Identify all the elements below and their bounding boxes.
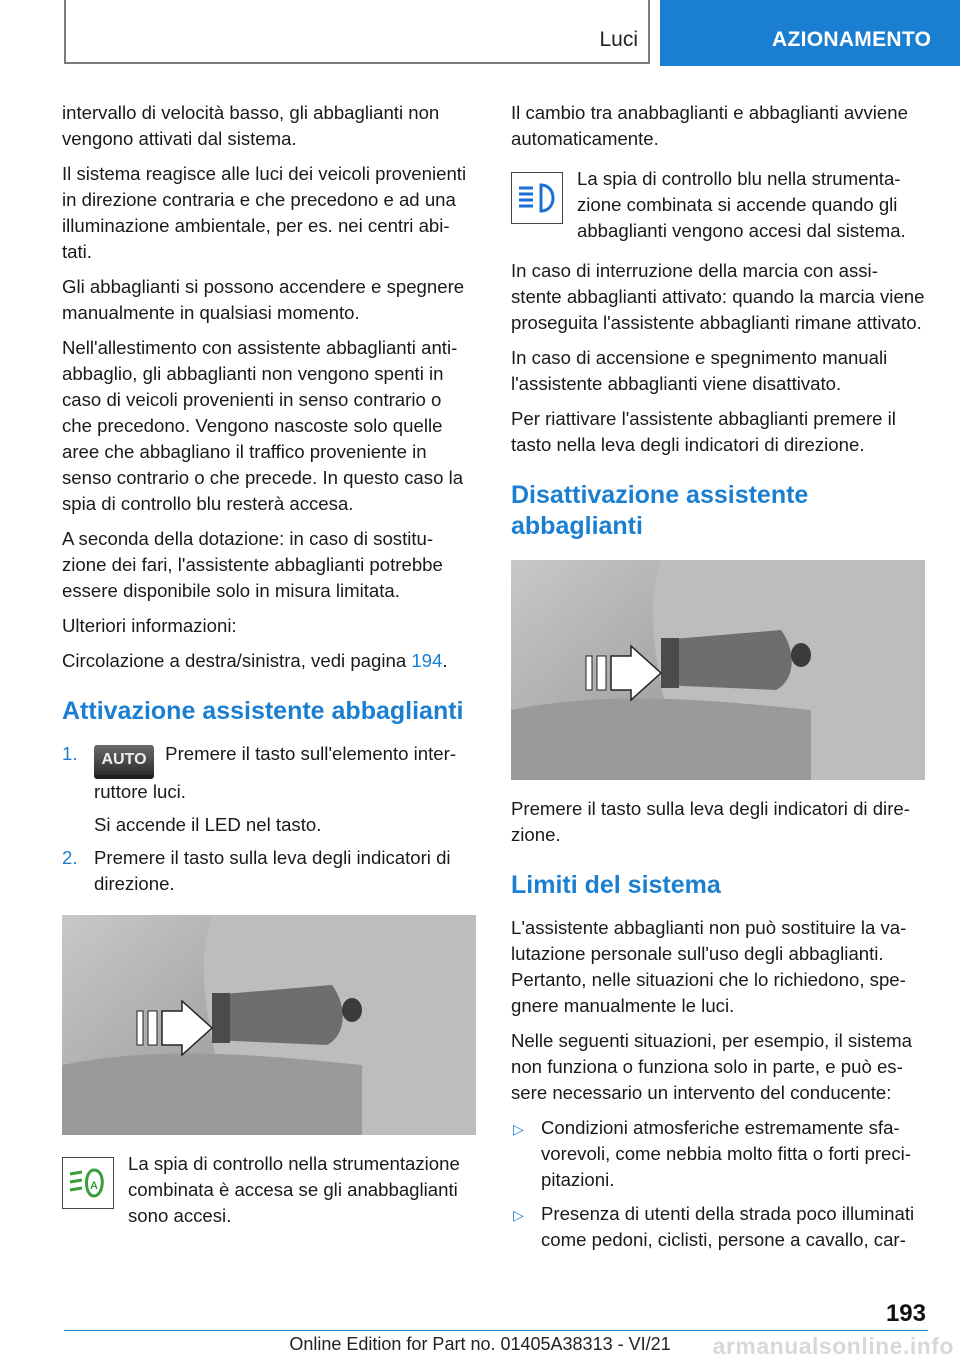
triangle-bullet-icon: ▷	[513, 1121, 524, 1137]
list-item-text: Condizioni atmosferiche estremamente sfa‐vorevoli, come nebbia molto fitta o forti preci‐pitazioni.	[541, 1117, 911, 1190]
footer-divider	[64, 1330, 928, 1331]
step-text: Premere il tasto sulla leva degli indicatori di direzione.	[94, 847, 451, 894]
paragraph: Ulteriori informazioni:	[62, 615, 237, 636]
steps-list	[62, 741, 476, 897]
stalk-illustration	[62, 915, 476, 1135]
svg-text:A: A	[90, 1180, 98, 1192]
figure-caption: Premere il tasto sulla leva degli indicatori di dire‐zione.	[511, 798, 910, 845]
step-number: 2.	[62, 847, 78, 868]
chapter-tab: AZIONAMENTO	[660, 0, 960, 66]
triangle-bullet-icon: ▷	[513, 1207, 524, 1223]
paragraph: Il cambio tra anabbaglianti e abbaglianti avviene automaticamente.	[511, 102, 908, 149]
list-item	[511, 1115, 925, 1193]
paragraph: Per riattivare l'assistente abbaglianti premere il tasto nella leva degli indicatori di direzione.	[511, 408, 896, 455]
paragraph: Il sistema reagisce alle luci dei veicoli provenienti in direzione contraria e che precedono e ad una illuminazione ambientale, per es. nei centri abi‐tati.	[62, 163, 467, 262]
page-link[interactable]: 194	[411, 650, 443, 671]
left-column	[62, 100, 476, 1243]
page-number: 193	[885, 1300, 926, 1327]
indicator-text: La spia di controllo nella strumentazione combinata è accesa se gli anabbaglianti sono accesi.	[128, 1153, 460, 1226]
bullet-list	[511, 1115, 925, 1253]
step-text: Si accende il LED nel tasto.	[94, 814, 322, 835]
edition-text: Online Edition for Part no. 01405A38313 - VI/21	[289, 1334, 671, 1354]
high-beam-indicator-icon	[511, 172, 563, 224]
watermark: armanualsonline.info	[712, 1333, 954, 1359]
paragraph: L'assistente abbaglianti non può sostituire la va‐lutazione personale sull'uso degli abbaglianti. Pertanto, nelle situazioni che lo richiedono, spe‐gnere manualmente le luci.	[511, 917, 907, 1016]
list-item-text: Presenza di utenti della strada poco illuminati come pedoni, ciclisti, persone a cavallo, car‐	[541, 1203, 915, 1250]
heading-limits: Limiti del sistema	[511, 871, 721, 899]
list-item	[511, 1201, 925, 1253]
step-item	[62, 845, 476, 897]
cross-reference	[62, 648, 476, 674]
paragraph: Nelle seguenti situazioni, per esempio, il sistema non funziona o funziona solo in parte, e può es‐sere necessario un intervento del conducente:	[511, 1030, 912, 1103]
heading-activate: Attivazione assistente abbaglianti	[62, 697, 464, 725]
step-text: Premere il tasto sull'elemento inter‐ruttore luci.	[94, 743, 457, 802]
section-title: Luci	[599, 28, 638, 51]
header-frame	[64, 0, 650, 64]
paragraph: In caso di accensione e spegnimento manuali l'assistente abbaglianti viene disattivato.	[511, 347, 888, 394]
step-number: 1.	[62, 743, 78, 764]
right-column	[511, 100, 925, 1261]
paragraph: A seconda della dotazione: in caso di sostitu‐zione dei fari, l'assistente abbaglianti potrebbe essere disponibile solo in misura limitata.	[62, 528, 443, 601]
auto-button-icon: AUTO	[94, 745, 154, 779]
paragraph: intervallo di velocità basso, gli abbaglianti non vengono attivati dal sistema.	[62, 102, 440, 149]
stalk-illustration	[511, 560, 925, 780]
paragraph: Gli abbaglianti si possono accendere e spegnere manualmente in qualsiasi momento.	[62, 276, 465, 323]
indicator-note	[511, 166, 925, 244]
indicator-note	[62, 1151, 476, 1229]
xref-text: Circolazione a destra/sinistra, vedi pagina	[62, 650, 412, 671]
step-item	[62, 812, 476, 838]
heading-deactivate: Disattivazione assistente abbaglianti	[511, 481, 809, 540]
indicator-text: La spia di controllo blu nella strumenta‐zione combinata si accende quando gli abbaglianti vengono accesi dal sistema.	[577, 168, 906, 241]
xref-end: .	[442, 650, 448, 671]
step-item	[62, 741, 476, 805]
paragraph: In caso di interruzione della marcia con assi‐stente abbaglianti attivato: quando la marcia viene proseguita l'assistente abbaglianti rimane attivato.	[511, 260, 925, 333]
paragraph: Nell'allestimento con assistente abbaglianti anti‐abbaglio, gli abbaglianti non vengono spenti in caso di veicoli provenienti in senso contrario o che precedono. Vengono nascoste solo quelle aree che abbagliano il traffico proveniente in senso contrario o che precede. In questo caso la spia di controllo blu resterà accesa.	[62, 337, 464, 514]
low-beam-indicator-icon	[62, 1157, 114, 1209]
